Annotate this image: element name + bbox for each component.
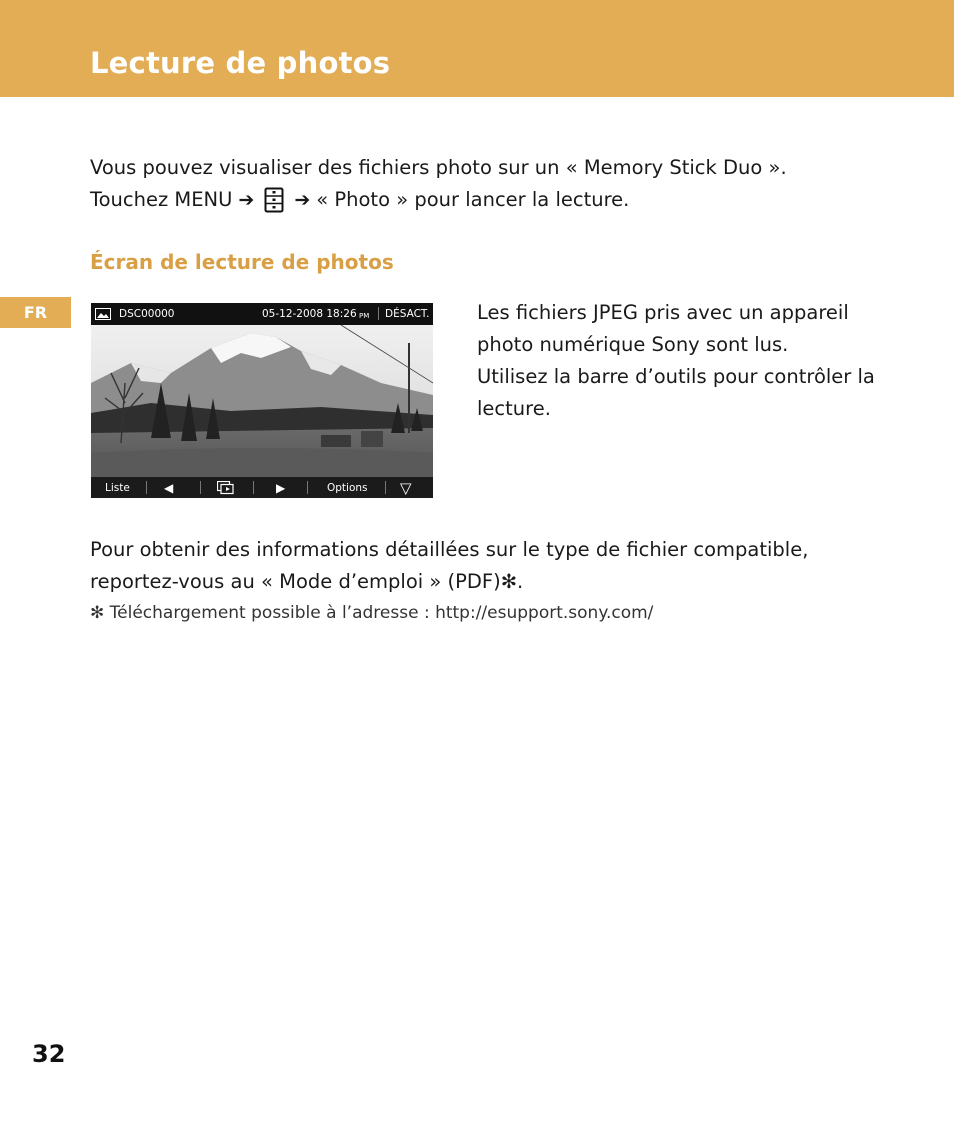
description-line-2: photo numérique Sony sont lus. <box>477 333 789 356</box>
more-info-line-2: reportez-vous au « Mode d’emploi » (PDF)✻. <box>90 570 524 593</box>
list-button[interactable] <box>105 477 130 498</box>
separator <box>253 481 254 494</box>
arrow-icon: ➔ <box>238 189 255 211</box>
language-tab: FR <box>0 297 71 328</box>
description-line-3: Utilisez la barre d’outils pour contrôler la <box>477 365 875 388</box>
section-title: Écran de lecture de photos <box>90 250 394 274</box>
options-label: Options <box>327 481 368 494</box>
intro-line-1: Vous pouvez visualiser des fichiers photo sur un « Memory Stick Duo ». <box>90 156 787 179</box>
prev-button[interactable] <box>164 477 173 498</box>
separator <box>385 481 386 494</box>
prev-icon: ◀ <box>164 480 174 495</box>
description-line-1: Les fichiers JPEG pris avec un appareil <box>477 301 849 324</box>
photo-image <box>91 303 433 498</box>
separator <box>200 481 201 494</box>
page-title: Lecture de photos <box>90 46 391 80</box>
separator <box>378 307 379 320</box>
memory-card-icon <box>264 187 284 213</box>
footnote: ✻ Téléchargement possible à l’adresse : http://esupport.sony.com/ <box>90 603 654 623</box>
slideshow-icon <box>217 481 235 495</box>
photo-mode-icon <box>95 308 111 320</box>
next-button[interactable] <box>276 477 285 498</box>
menu-instruction: Touchez MENU <box>90 188 233 211</box>
intro-line-2 <box>90 184 629 216</box>
slideshow-button[interactable] <box>217 477 235 498</box>
am-pm: PM <box>359 312 370 320</box>
list-label: Liste <box>105 481 130 494</box>
playback-toolbar <box>91 477 433 498</box>
photo-instruction: « Photo » pour lancer la lecture. <box>316 188 630 211</box>
page-number: 32 <box>32 1040 66 1068</box>
status-label[interactable]: DÉSACT. <box>385 308 430 320</box>
separator <box>307 481 308 494</box>
more-info-line-1: Pour obtenir des informations détaillées sur le type de fichier compatible, <box>90 538 809 561</box>
options-button[interactable] <box>327 477 368 498</box>
next-icon: ▶ <box>276 480 286 495</box>
description-line-4: lecture. <box>477 397 551 420</box>
header-banner <box>0 0 954 97</box>
photo-playback-screen <box>91 303 433 498</box>
chevron-down-icon: ▽ <box>400 478 412 497</box>
file-name: DSC00000 <box>119 308 175 320</box>
playback-info-bar <box>91 303 433 325</box>
screen-description <box>477 297 877 425</box>
arrow-icon: ➔ <box>294 189 311 211</box>
collapse-button[interactable] <box>400 477 412 498</box>
separator <box>146 481 147 494</box>
date-time: 05-12-2008 18:26 <box>262 308 357 320</box>
